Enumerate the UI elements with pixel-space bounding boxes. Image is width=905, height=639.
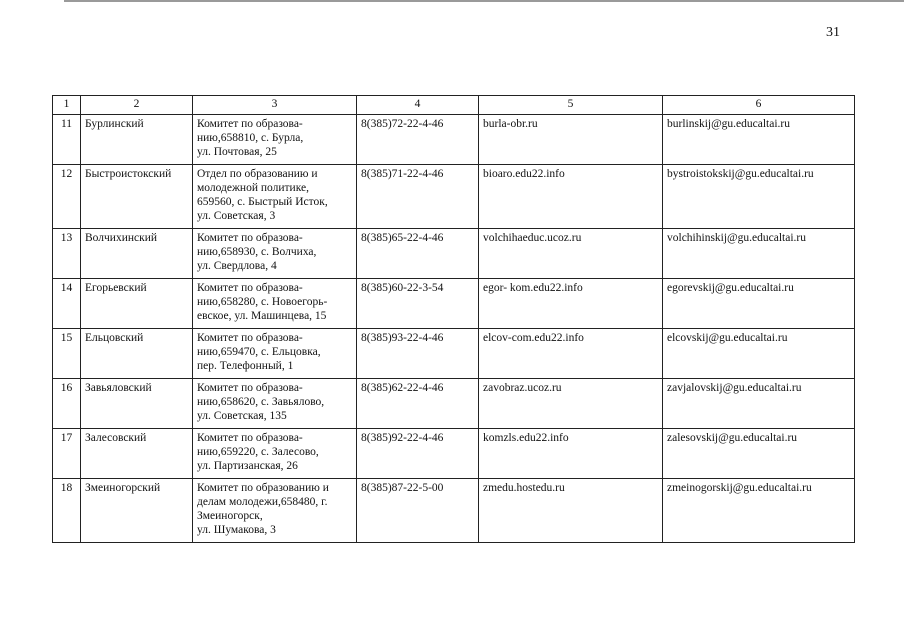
district-name: Ельцовский [81,329,193,379]
row-number: 18 [53,479,81,543]
address-line: Комитет по образова- [197,232,303,244]
row-number: 15 [53,329,81,379]
organization-address [193,479,357,543]
organization-address [193,165,357,229]
website: elcov-com.edu22.info [479,329,663,379]
phone-number: 8(385)62-22-4-46 [357,379,479,429]
phone-number: 8(385)60-22-3-54 [357,279,479,329]
address-line: ул. Советская, 135 [197,410,287,422]
column-header: 3 [193,96,357,115]
address-line: Отдел по образованию и [197,168,318,180]
address-line: нию,658810, с. Бурла, [197,132,304,144]
address-line: Комитет по образова- [197,118,303,130]
email-address: volchihinskij@gu.educaltai.ru [663,229,855,279]
column-header: 5 [479,96,663,115]
website: egor- kom.edu22.info [479,279,663,329]
email-address: zavjalovskij@gu.educaltai.ru [663,379,855,429]
address-line: нию,658620, с. Завьялово, [197,396,325,408]
address-line: молодежной политике, [197,182,309,194]
organization-address [193,229,357,279]
phone-number: 8(385)71-22-4-46 [357,165,479,229]
district-name: Залесовский [81,429,193,479]
address-line: пер. Телефонный, 1 [197,360,294,372]
row-number: 16 [53,379,81,429]
email-address: bystroistokskij@gu.educaltai.ru [663,165,855,229]
table-row [53,329,855,379]
column-header: 6 [663,96,855,115]
organization-address [193,279,357,329]
education-departments-table [52,95,855,543]
organization-address [193,115,357,165]
top-rule [64,0,904,2]
website: zavobraz.ucoz.ru [479,379,663,429]
phone-number: 8(385)72-22-4-46 [357,115,479,165]
email-address: zalesovskij@gu.educaltai.ru [663,429,855,479]
table-row [53,165,855,229]
address-line: Комитет по образова- [197,282,303,294]
email-address: burlinskij@gu.educaltai.ru [663,115,855,165]
table-row [53,229,855,279]
column-header: 4 [357,96,479,115]
phone-number: 8(385)93-22-4-46 [357,329,479,379]
address-line: нию,659470, с. Ельцовка, [197,346,321,358]
district-name: Егорьевский [81,279,193,329]
page-number: 31 [826,25,840,40]
row-number: 11 [53,115,81,165]
website: bioaro.edu22.info [479,165,663,229]
email-address: egorevskij@gu.educaltai.ru [663,279,855,329]
address-line: ул. Советская, 3 [197,210,276,222]
address-line: нию,658280, с. Новоегорь- [197,296,328,308]
website: burla-obr.ru [479,115,663,165]
table-row [53,279,855,329]
district-name: Волчихинский [81,229,193,279]
row-number: 17 [53,429,81,479]
row-number: 13 [53,229,81,279]
website: volchihaeduc.ucoz.ru [479,229,663,279]
address-line: нию,658930, с. Волчиха, [197,246,317,258]
address-line: ул. Почтовая, 25 [197,146,277,158]
address-line: ул. Партизанская, 26 [197,460,298,472]
address-line: ул. Шумакова, 3 [197,524,276,536]
address-line: 659560, с. Быстрый Исток, [197,196,328,208]
district-name: Змеиногорский [81,479,193,543]
email-address: elcovskij@gu.educaltai.ru [663,329,855,379]
table-row [53,115,855,165]
organization-address [193,379,357,429]
organization-address [193,429,357,479]
district-name: Бурлинский [81,115,193,165]
row-number: 14 [53,279,81,329]
address-line: ул. Свердлова, 4 [197,260,277,272]
address-line: Комитет по образова- [197,382,303,394]
table-row [53,379,855,429]
table-header-row [53,96,855,115]
organization-address [193,329,357,379]
district-name: Быстроистокский [81,165,193,229]
email-address: zmeinogorskij@gu.educaltai.ru [663,479,855,543]
website: zmedu.hostedu.ru [479,479,663,543]
phone-number: 8(385)87-22-5-00 [357,479,479,543]
address-line: Комитет по образова- [197,332,303,344]
phone-number: 8(385)65-22-4-46 [357,229,479,279]
table-row [53,479,855,543]
address-line: делам молодежи,658480, г. [197,496,328,508]
address-line: Комитет по образованию и [197,482,329,494]
district-name: Завьяловский [81,379,193,429]
website: komzls.edu22.info [479,429,663,479]
address-line: Змеиногорск, [197,510,263,522]
column-header: 1 [53,96,81,115]
column-header: 2 [81,96,193,115]
phone-number: 8(385)92-22-4-46 [357,429,479,479]
table-row [53,429,855,479]
address-line: евское, ул. Машинцева, 15 [197,310,327,322]
row-number: 12 [53,165,81,229]
address-line: Комитет по образова- [197,432,303,444]
address-line: нию,659220, с. Залесово, [197,446,319,458]
